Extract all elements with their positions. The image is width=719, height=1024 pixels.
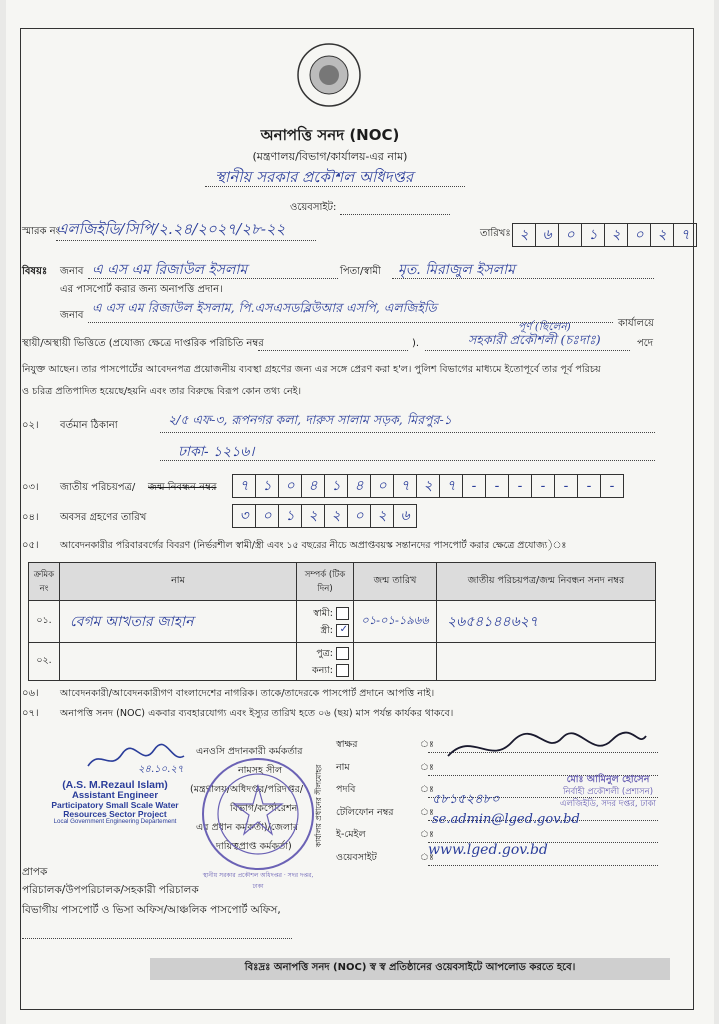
family-label: আবেদনকারীর পরিবারবর্গের বিবরণ (নির্ভরশীল স্বামী/স্ত্রী এবং ১৫ বছরের নীচে অপ্রাপ্তবয়স্ক সন্তানদের পাসপোর্ট করার ক্ষেত্রে প্রযোজ্য)ঃ <box>60 540 567 551</box>
office-round-seal <box>200 756 316 872</box>
table-row <box>29 601 656 643</box>
rel-husband-checkbox[interactable] <box>336 607 349 620</box>
designation: সহকারী প্রকৌশলী (চঃদাঃ) <box>468 332 601 347</box>
rel-daughter-label: কন্যা: <box>311 664 333 676</box>
officer-stamp: (A.S. M.Rezaul Islam) Assistant Engineer Participatory Small Scale Water Resources Sector Project Local Government Engineering Departement <box>51 779 179 825</box>
date-boxes: ২ ৬ ০ ১ ২ ০ ২ ৭ <box>512 223 696 247</box>
memo-number: এলজিইডি/সিপি/২.২৪/২০২৭/২৮-২২ <box>56 220 286 238</box>
retire-boxes: ৩ ০ ১ ২ ২ ০ ২ ৬ <box>232 504 416 528</box>
item-04-num: ০৪। <box>22 512 39 523</box>
office-suffix: কার্যালয়ে <box>618 318 654 329</box>
recipient-line-1: পরিচালক/উপপরিচালক/সহকারী পরিচালক <box>22 884 199 896</box>
address-line-2: ঢাকা- ১২১৬। <box>178 444 255 460</box>
stamp-date: ২৪.১০.২৭ <box>138 764 184 775</box>
item-02-num: ০২। <box>22 420 39 431</box>
th-name: নাম <box>60 563 297 601</box>
body-line2-a: স্থায়ী/অস্থায়ী ভিত্তিতে (প্রযোজ্য ক্ষেত্রে দাপ্তরিক পরিচিতি নম্বর <box>22 338 264 349</box>
website-address: www.lged.gov.bd <box>428 842 548 858</box>
rel-son-checkbox[interactable] <box>336 647 349 660</box>
footer-note: বিঃদ্রঃ অনাপত্তি সনদ (NOC) স্ব স্ব প্রতিষ্ঠানের ওয়েবসাইটে আপলোড করতে হবে। <box>244 962 576 973</box>
website-label: ওয়েবসাইট: <box>290 202 337 213</box>
item-03-num: ০৩। <box>22 482 39 493</box>
row-dob: ০১-০১-১৯৬৬ <box>361 613 429 627</box>
rel-husband-label: স্বামী: <box>313 607 333 619</box>
father-name: মৃত. মিরাজুল ইসলাম <box>398 262 515 278</box>
authority-signature <box>442 726 652 770</box>
nid-label-a: জাতীয় পরিচয়পত্র/ <box>60 482 136 493</box>
designation-note: পূর্ণ (ছিলেন) <box>518 321 571 333</box>
subject-suffix: এর পাসপোর্ট করার জন্য অনাপত্তি প্রদান। <box>60 284 223 295</box>
date-label: তারিখঃ <box>480 228 511 239</box>
th-dob: জন্ম তারিখ <box>354 563 437 601</box>
subject-label: বিষয়ঃ <box>22 266 48 277</box>
body-line2-b: ). <box>412 338 420 349</box>
body-name-line: এ এস এম রিজাউল ইসলাম, পি.এসএসডব্লিউআর এসপি, এলজিইডি <box>92 300 437 315</box>
row-serial: ০১. <box>29 601 60 643</box>
table-row <box>29 643 656 681</box>
memo-label: স্মারক নং <box>22 226 60 237</box>
nid-label-b: জন্ম নিবন্ধন নম্বর <box>148 482 217 493</box>
office-name: স্থানীয় সরকার প্রকৌশল অধিদপ্তর <box>215 168 414 186</box>
row-nid: ২৬৫৪১৪৪৬২৭ <box>447 613 538 630</box>
subject-prefix: জনাব <box>60 266 84 277</box>
body-paragraph-2: ও চরিত্র প্রতিপাদিত হয়েছে/হয়নি এবং তার বিরুদ্ধে বিরূপ কোন তথ্য নেই। <box>22 386 302 397</box>
body-line2-end: পদে <box>637 338 654 349</box>
nid-boxes: ৭ ১ ০ ৪ ১ ৪ ০ ৭ ২ ৭ - - - - - - - <box>232 474 623 498</box>
rel-wife-label: স্ত্রী: <box>320 624 333 636</box>
address-line-1: ২/৫ এফ-৩, রূপনগর কলা, দারুস সালাম সড়ক, মিরপুর-১ <box>168 412 452 427</box>
subject-name: এ এস এম রিজাউল ইসলাম <box>92 262 248 278</box>
item-05-num: ০৫। <box>22 540 39 551</box>
family-table <box>28 562 656 681</box>
address-label: বর্তমান ঠিকানা <box>60 420 118 431</box>
phone-number: ৫৮১৫২৪৮০ <box>432 792 500 807</box>
recipient-line-2: বিভাগীয় পাসপোর্ট ও ভিসা অফিস/আঞ্চলিক পাসপোর্ট অফিস, <box>22 904 281 916</box>
item-07-num: ০৭। <box>22 708 39 719</box>
signature-fields: স্বাক্ষর নাম পদবি টেলিফোন নম্বর ই-মেইল ওয়েবসাইট <box>336 739 394 863</box>
row-serial: ০২. <box>29 643 60 681</box>
round-seal-text: স্থানীয় সরকার প্রকৌশল অধিদপ্তর · সদর দপ্তর, ঢাকা <box>202 872 314 890</box>
th-serial: ক্রমিক নং <box>29 563 60 601</box>
authority-stamp: মোঃ আমিনুল হোসেন নির্বাহী প্রকৌশলী (প্রশাসন) এলজিইডি, সদর দপ্তর, ঢাকা <box>559 774 657 809</box>
rel-son-label: পুত্র: <box>316 647 333 659</box>
rel-daughter-checkbox[interactable] <box>336 664 349 677</box>
government-seal <box>296 42 362 108</box>
th-relation: সম্পর্ক (টিক দিন) <box>297 563 354 601</box>
email-address: se.admin@lged.gov.bd <box>432 812 580 827</box>
noc-subtitle: (মন্ত্রণালয়/বিভাগ/কার্যালয়-এর নাম) <box>252 150 408 163</box>
rel-wife-checkbox[interactable]: ✓ <box>336 624 349 637</box>
retire-label: অবসর গ্রহণের তারিখ <box>60 512 147 523</box>
issuer-vertical-label: কার্যালয় প্রধানের সীলমোহর <box>314 764 323 847</box>
recipient-label: প্রাপক <box>22 866 48 878</box>
item-06-num: ০৬। <box>22 688 39 699</box>
body-prefix: জনাব <box>60 310 84 321</box>
th-nid: জাতীয় পরিচয়পত্র/জন্ম নিবন্ধন সনদ নম্বর <box>437 563 656 601</box>
clause-07: অনাপত্তি সনদ (NOC) একবার ব্যবহারযোগ্য এবং ইস্যুর তারিখ হতে ০৬ (ছয়) মাস পর্যন্ত কার্যকর থাকবে। <box>60 708 454 719</box>
father-label: পিতা/স্বামী <box>340 266 381 277</box>
body-paragraph: নিযুক্ত আছেন। তার পাসপোর্টের আবেদনপত্র প্রয়োজনীয় ব্যবস্থা গ্রহণের জন্য এর সঙ্গে প্রেরণ করা হ'ল। পুলিশ বিভাগের মাধ্যমে ইতোপূর্বে তার পূর্ব পরিচয় <box>22 364 601 375</box>
noc-title: অনাপত্তি সনদ (NOC) <box>260 126 400 144</box>
row-name: বেগম আখতার জাহান <box>70 613 194 630</box>
issuer-block: এনওসি প্রদানকারী কর্মকর্তার নামসহ সীল (মন্ত্রণালয়/অধিদপ্তর/পরিদপ্তর/ বিভাগ/কর্পোরেশন এর প্রধান কর্মকর্তা)/জেলার দায়িত্বপ্রাপ্ত কর্মকর্তা) <box>190 746 304 852</box>
clause-06: আবেদনকারী/আবেদনকারীগণ বাংলাদেশের নাগরিক। তাকে/তাদেরকে পাসপোর্ট প্রদানে আপত্তি নাই। <box>60 688 435 699</box>
